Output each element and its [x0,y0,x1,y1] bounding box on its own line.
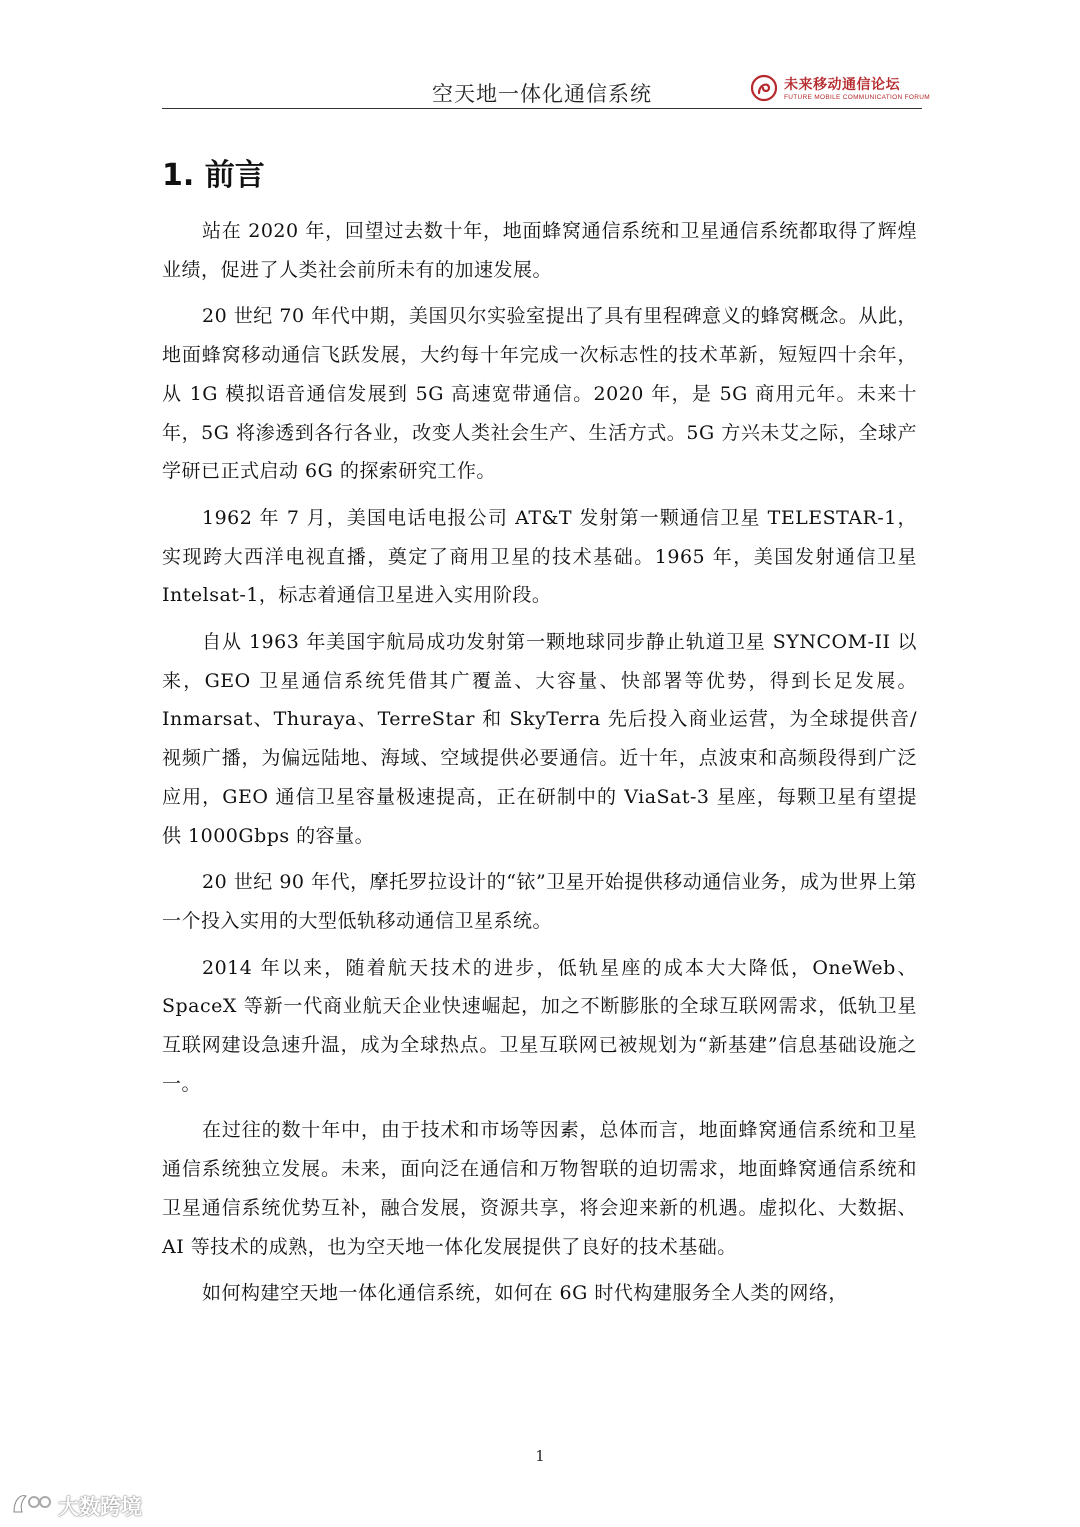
page-header [162,70,930,110]
forum-logo-mark-icon [750,74,778,102]
paragraph: 站在 2020 年，回望过去数十年，地面蜂窝通信系统和卫星通信系统都取得了辉煌业绩，促进了人类社会前所未有的加速发展。 [162,220,917,281]
paragraph: 如何构建空天地一体化通信系统，如何在 6G 时代构建服务全人类的网络， [202,1282,848,1305]
paragraph: 20 世纪 90 年代，摩托罗拉设计的“铱”卫星开始提供移动通信业务，成为世界上第一个投入实用的大型低轨移动通信卫星系统。 [162,871,917,932]
page-number: 1 [535,1447,545,1465]
watermark-text: 大数跨境 [58,1495,142,1519]
forum-logo [750,74,930,106]
paragraph: 20 世纪 70 年代中期，美国贝尔实验室提出了具有里程碑意义的蜂窝概念。从此，地面蜂窝移动通信飞跃发展，大约每十年完成一次标志性的技术革新，短短四十余年，从 1G 模拟语音通信发展到 5G 高速宽带通信。2020 年，是 5G 商用元年。未来十年，5G 将渗透到各行各业，改变人类社会生产、生活方式。5G 方兴未艾之际，全球产学研已正式启动 6G 的探索研究工作。 [162,305,917,483]
paragraph: 在过往的数十年中，由于技术和市场等因素，总体而言，地面蜂窝通信系统和卫星通信系统独立发展。未来，面向泛在通信和万物智联的迫切需求，地面蜂窝通信系统和卫星通信系统优势互补，融合发展，资源共享，将会迎来新的机遇。虚拟化、大数据、AI 等技术的成熟，也为空天地一体化发展提供了良好的技术基础。 [162,1119,917,1258]
watermark-logo-icon [10,1490,54,1518]
paragraph: 2014 年以来，随着航天技术的进步，低轨星座的成本大大降低，OneWeb、SpaceX 等新一代商业航天企业快速崛起，加之不断膨胀的全球互联网需求，低轨卫星互联网建设急速升温，成为全球热点。卫星互联网已被规划为“新基建”信息基础设施之一。 [162,956,917,1095]
forum-logo-chinese: 未来移动通信论坛 [784,77,900,93]
section-heading: 1. 前言 [162,158,265,193]
body-text [162,212,917,1321]
paragraph: 自从 1963 年美国宇航局成功发射第一颗地球同步静止轨道卫星 SYNCOM-II 以来，GEO 卫星通信系统凭借其广覆盖、大容量、快部署等优势，得到长足发展。Inmarsat、Thuraya、TerreStar 和 SkyTerra 先后投入商业运营，为全球提供音/视频广播，为偏远陆地、海域、空域提供必要通信。近十年，点波束和高频段得到广泛应用，GEO 通信卫星容量极速提高，正在研制中的 ViaSat-3 星座，每颗卫星有望提供 1000Gbps 的容量。 [162,631,917,847]
header-title: 空天地一体化通信系统 [432,82,652,106]
header-divider [162,108,922,109]
forum-logo-english: FUTURE MOBILE COMMUNICATION FORUM [784,94,930,101]
paragraph: 1962 年 7 月，美国电话电报公司 AT&T 发射第一颗通信卫星 TELESTAR-1，实现跨大西洋电视直播，奠定了商用卫星的技术基础。1965 年，美国发射通信卫星 Intelsat-1，标志着通信卫星进入实用阶段。 [162,506,917,607]
